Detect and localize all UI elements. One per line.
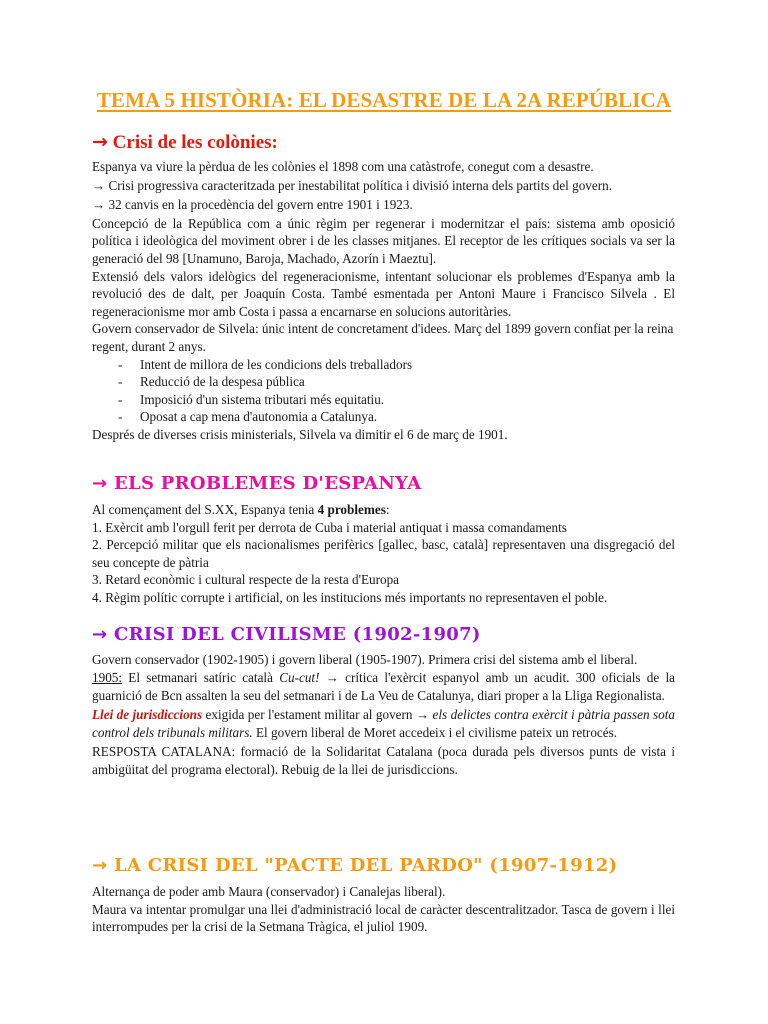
paragraph: 3. Retard econòmic i cultural respecte de la resta d'Europa bbox=[92, 572, 400, 588]
section-body-crisi-colonies bbox=[92, 158, 675, 444]
section-heading-pacte-pardo bbox=[92, 855, 675, 876]
list-item-text: Intent de millora de les condicions dels treballadors bbox=[140, 356, 413, 372]
date-label: 1905: bbox=[92, 669, 123, 685]
text-run: exigida per l'estament militar al govern → bbox=[202, 706, 433, 722]
list-item-text: Reducció de la despesa pública bbox=[140, 374, 305, 390]
list-item bbox=[92, 408, 675, 426]
paragraph bbox=[92, 669, 675, 706]
section-heading-crisi-colonies bbox=[92, 131, 675, 154]
paragraph: 2. Percepció militar que els nacionalismes perifèrics [gallec, basc, català] representaven una disgregació del seu concepte de pàtria bbox=[92, 537, 675, 570]
arrow-icon: → bbox=[92, 855, 108, 876]
paragraph: → 32 canvis en la procedència del govern entre 1901 i 1923. bbox=[92, 197, 413, 213]
paragraph: Govern conservador de Silvela: únic intent de concretament d'idees. Març del 1899 govern confiat per la reina regent, durant 2 anys. bbox=[92, 321, 674, 354]
document-title: TEMA 5 HISTÒRIA: EL DESASTRE DE LA 2A REPÚBLICA bbox=[96, 88, 672, 112]
section-body-pacte-pardo bbox=[92, 883, 675, 936]
dash-bullet: - bbox=[118, 391, 123, 407]
list-item bbox=[92, 373, 675, 391]
paragraph: RESPOSTA CATALANA: formació de la Solidaritat Catalana (poca durada pels diversos punts de vista i ambigüitat del programa electoral). Rebuig de la llei de jurisdiccions. bbox=[92, 743, 675, 777]
publication-name: Cu-cut! bbox=[279, 669, 320, 685]
paragraph bbox=[92, 501, 675, 519]
paragraph: Espanya va viure la pèrdua de les colònies el 1898 com una catàstrofe, conegut com a desastre. bbox=[92, 159, 594, 174]
intro-text: Al començament del S.XX, Espanya tenia bbox=[92, 502, 318, 517]
list-item-text: Oposat a cap mena d'autonomia a Catalunya. bbox=[140, 409, 378, 425]
text-run: El setmanari satíric català bbox=[122, 669, 280, 685]
intro-bold: 4 problemes bbox=[317, 502, 386, 517]
paragraph bbox=[92, 706, 675, 743]
paragraph: Després de diverses crisis ministerials, Silvela va dimitir el 6 de març de 1901. bbox=[92, 426, 508, 442]
list-item bbox=[92, 391, 675, 409]
paragraph: 1. Exèrcit amb l'orgull ferit per derrota de Cuba i material antiquat i massa comandaments bbox=[92, 519, 567, 535]
text-run: El govern liberal de Moret accedeix i el civilisme pateix un retrocés. bbox=[252, 725, 618, 741]
dash-bullet: - bbox=[118, 409, 123, 425]
highlight-term: Llei de jurisdiccions bbox=[92, 706, 203, 722]
text-run: → crítica l'exèrcit espanyol amb un acudit. 300 oficials de la guarnició de Bcn assalten la seu del setmanari i de La Veu de Catalunya, diari proper a la Lliga Regionalista. bbox=[92, 669, 675, 704]
paragraph: Alternança de poder amb Maura (conservador) i Canalejas liberal). bbox=[92, 884, 446, 899]
dash-bullet: - bbox=[118, 374, 123, 390]
paragraph: Concepció de la República com a únic règim per regenerar i modernitzar el país: sistema amb oposició política i ideològica del moviment obrer i de les classes mitjanes. El receptor de les crítiques socials va ser la generació del 98 [Unamuno, Baroja, Machado, Azorín i Maeztu]. bbox=[92, 215, 675, 266]
section-heading-problemes-espanya bbox=[92, 473, 675, 494]
section-body-problemes-espanya bbox=[92, 501, 675, 607]
section-heading-text: CRISI DEL CIVILISME (1902-1907) bbox=[113, 624, 481, 645]
section-body-crisi-civilisme bbox=[92, 651, 675, 778]
intro-end: : bbox=[385, 502, 390, 517]
paragraph: 4. Règim polític corrupte i artificial, on les institucions més importants no representaven el poble. bbox=[92, 589, 608, 605]
paragraph: Maura va intentar promulgar una llei d'administració local de caràcter descentralitzador. Tasca de govern i llei interrompudes per la crisi de la Setmana Tràgica, el juliol 1909. bbox=[92, 901, 675, 935]
dash-bullet: - bbox=[118, 356, 123, 372]
paragraph: → Crisi progressiva caracteritzada per inestabilitat política i divisió interna dels partits del govern. bbox=[92, 177, 613, 193]
section-heading-crisi-civilisme bbox=[92, 624, 675, 645]
section-heading-text: LA CRISI DEL "PACTE DEL PARDO" (1907-1912) bbox=[113, 855, 618, 876]
bullet-list bbox=[92, 356, 675, 426]
arrow-icon: → bbox=[92, 473, 108, 494]
paragraph: Extensió dels valors idelògics del regeneracionisme, intentant solucionar els problemes d'Espanya amb la revolució des de dalt, per Joaquín Costa. També esmentada per Antoni Maure i Francisco Silvela . El regeneracionisme mor amb Costa i passa a encarnarse en solucions autoritàries. bbox=[92, 268, 675, 319]
section-heading-text: Crisi de les colònies: bbox=[112, 132, 278, 153]
section-heading-text: ELS PROBLEMES D'ESPANYA bbox=[113, 473, 422, 494]
list-item-text: Imposició d'un sistema tributari més equitatiu. bbox=[140, 391, 385, 407]
arrow-icon: → bbox=[92, 624, 108, 645]
arrow-icon: → bbox=[92, 131, 108, 153]
list-item bbox=[92, 356, 675, 374]
italic-text: els delictes contra exèrcit i pàtria passen sota control dels tribunals militars. bbox=[92, 706, 675, 741]
paragraph: Govern conservador (1902-1905) i govern liberal (1905-1907). Primera crisi del sistema amb el liberal. bbox=[92, 652, 638, 667]
